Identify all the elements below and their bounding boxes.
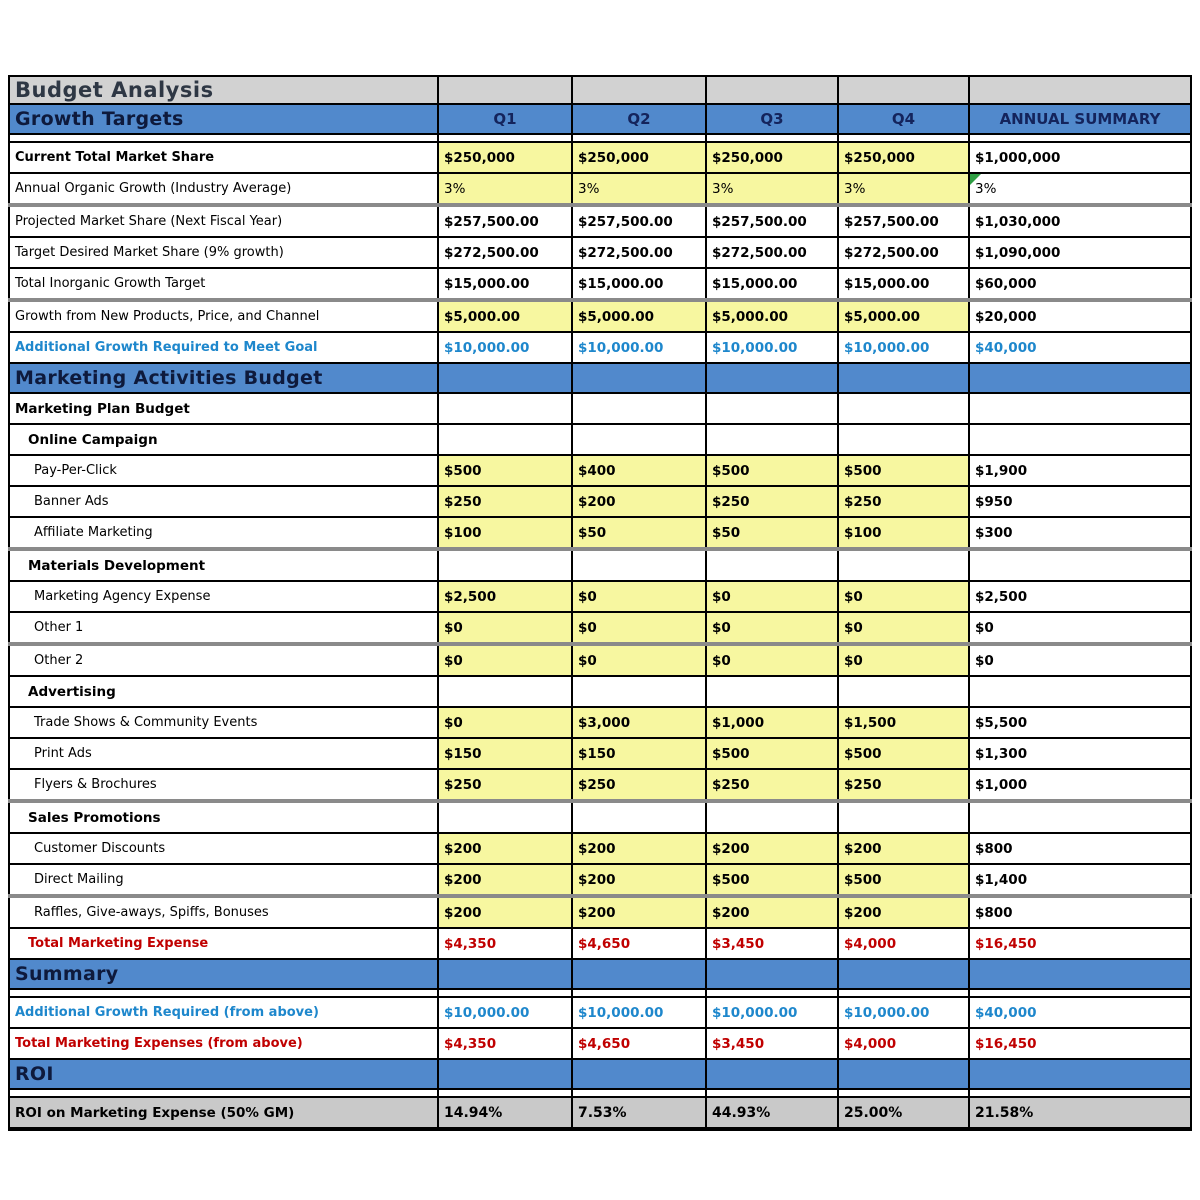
empty-cell xyxy=(969,1059,1191,1089)
cell-other-2-q3[interactable]: $0 xyxy=(706,644,838,676)
cell-affiliate-marketing-q4[interactable]: $100 xyxy=(838,517,969,549)
empty-cell xyxy=(572,76,706,104)
row-label-raffles-give-aways-spiffs-bonuses: Raffles, Give-aways, Spiffs, Bonuses xyxy=(9,896,438,928)
cell-growth-from-new-products-price-and-channel-q3[interactable]: $5,000.00 xyxy=(706,300,838,332)
empty-cell xyxy=(706,363,838,393)
column-header-q2: Q2 xyxy=(572,104,706,134)
table-row xyxy=(9,769,1191,801)
cell-raffles-give-aways-spiffs-bonuses-q2[interactable]: $200 xyxy=(572,896,706,928)
row-label-total-inorganic-growth-target: Total Inorganic Growth Target xyxy=(9,268,438,300)
spacer-cell xyxy=(838,134,969,142)
row-label-materials-development: Materials Development xyxy=(9,549,438,581)
table-row xyxy=(9,300,1191,332)
cell-additional-growth-required-from-above-q3: $10,000.00 xyxy=(706,997,838,1028)
row-label-marketing-plan-budget: Marketing Plan Budget xyxy=(9,393,438,424)
empty-cell xyxy=(572,801,706,833)
cell-additional-growth-required-to-meet-goal-q3: $10,000.00 xyxy=(706,332,838,363)
cell-flyers-brochures-q2[interactable]: $250 xyxy=(572,769,706,801)
row-label-pay-per-click: Pay-Per-Click xyxy=(9,455,438,486)
cell-total-marketing-expenses-from-above-q3: $3,450 xyxy=(706,1028,838,1059)
empty-cell xyxy=(969,959,1191,989)
cell-other-1-q1[interactable]: $0 xyxy=(438,612,572,644)
cell-affiliate-marketing-annual: $300 xyxy=(969,517,1191,549)
empty-cell xyxy=(572,393,706,424)
row-label-additional-growth-required-to-meet-goal: Additional Growth Required to Meet Goal xyxy=(9,332,438,363)
empty-cell xyxy=(838,363,969,393)
cell-annual-organic-growth-industry-average-q4[interactable]: 3% xyxy=(838,173,969,205)
cell-other-2-q1[interactable]: $0 xyxy=(438,644,572,676)
cell-annual-organic-growth-industry-average-q2[interactable]: 3% xyxy=(572,173,706,205)
cell-pay-per-click-q4[interactable]: $500 xyxy=(838,455,969,486)
spacer-cell xyxy=(572,1089,706,1097)
cell-total-marketing-expenses-from-above-q1: $4,350 xyxy=(438,1028,572,1059)
section-header-marketing-activities-budget: Marketing Activities Budget xyxy=(9,363,438,393)
table-row xyxy=(9,997,1191,1028)
cell-other-2-q2[interactable]: $0 xyxy=(572,644,706,676)
cell-total-inorganic-growth-target-q3: $15,000.00 xyxy=(706,268,838,300)
cell-additional-growth-required-from-above-annual: $40,000 xyxy=(969,997,1191,1028)
spacer-cell xyxy=(438,1089,572,1097)
cell-growth-from-new-products-price-and-channel-q4[interactable]: $5,000.00 xyxy=(838,300,969,332)
cell-pay-per-click-q2[interactable]: $400 xyxy=(572,455,706,486)
cell-total-inorganic-growth-target-q2: $15,000.00 xyxy=(572,268,706,300)
row-label-roi-on-marketing-expense-50-gm: ROI on Marketing Expense (50% GM) xyxy=(9,1097,438,1129)
cell-current-total-market-share-annual: $1,000,000 xyxy=(969,142,1191,173)
empty-cell xyxy=(572,959,706,989)
cell-target-desired-market-share-9-growth-q2: $272,500.00 xyxy=(572,237,706,268)
row-label-customer-discounts: Customer Discounts xyxy=(9,833,438,864)
cell-print-ads-q1[interactable]: $150 xyxy=(438,738,572,769)
column-header-q4: Q4 xyxy=(838,104,969,134)
spacer-cell xyxy=(706,989,838,997)
cell-total-marketing-expenses-from-above-annual: $16,450 xyxy=(969,1028,1191,1059)
empty-cell xyxy=(838,76,969,104)
table-row xyxy=(9,707,1191,738)
empty-cell xyxy=(969,549,1191,581)
sub-row xyxy=(9,676,1191,707)
cell-projected-market-share-next-fiscal-year-q1: $257,500.00 xyxy=(438,205,572,237)
cell-total-marketing-expense-q1: $4,350 xyxy=(438,928,572,959)
cell-growth-from-new-products-price-and-channel-annual: $20,000 xyxy=(969,300,1191,332)
cell-target-desired-market-share-9-growth-q3: $272,500.00 xyxy=(706,237,838,268)
spacer-cell xyxy=(572,134,706,142)
cell-direct-mailing-q1[interactable]: $200 xyxy=(438,864,572,896)
empty-cell xyxy=(438,1059,572,1089)
cell-annual-organic-growth-industry-average-q1[interactable]: 3% xyxy=(438,173,572,205)
row-label-other-2: Other 2 xyxy=(9,644,438,676)
empty-cell xyxy=(438,424,572,455)
table-row xyxy=(9,173,1191,205)
empty-cell xyxy=(706,1059,838,1089)
cell-customer-discounts-q3[interactable]: $200 xyxy=(706,833,838,864)
empty-cell xyxy=(706,76,838,104)
table-row xyxy=(9,864,1191,896)
cell-direct-mailing-q4[interactable]: $500 xyxy=(838,864,969,896)
cell-direct-mailing-q3[interactable]: $500 xyxy=(706,864,838,896)
row-label-print-ads: Print Ads xyxy=(9,738,438,769)
cell-customer-discounts-q2[interactable]: $200 xyxy=(572,833,706,864)
cell-projected-market-share-next-fiscal-year-q2: $257,500.00 xyxy=(572,205,706,237)
sub-row xyxy=(9,424,1191,455)
cell-customer-discounts-q4[interactable]: $200 xyxy=(838,833,969,864)
cell-raffles-give-aways-spiffs-bonuses-annual: $800 xyxy=(969,896,1191,928)
table-row xyxy=(9,833,1191,864)
cell-print-ads-q4[interactable]: $500 xyxy=(838,738,969,769)
cell-pay-per-click-q1[interactable]: $500 xyxy=(438,455,572,486)
cell-roi-on-marketing-expense-50-gm-q1: 14.94% xyxy=(438,1097,572,1129)
cell-target-desired-market-share-9-growth-annual: $1,090,000 xyxy=(969,237,1191,268)
cell-raffles-give-aways-spiffs-bonuses-q3[interactable]: $200 xyxy=(706,896,838,928)
budget-analysis-sheet xyxy=(8,75,1192,1131)
row-label-growth-from-new-products-price-and-channel: Growth from New Products, Price, and Channel xyxy=(9,300,438,332)
empty-cell xyxy=(572,549,706,581)
cell-print-ads-annual: $1,300 xyxy=(969,738,1191,769)
cell-roi-on-marketing-expense-50-gm-q4: 25.00% xyxy=(838,1097,969,1129)
empty-cell xyxy=(438,393,572,424)
section-header-growth-targets: Growth Targets xyxy=(9,104,438,134)
empty-cell xyxy=(969,801,1191,833)
row-label-sales-promotions: Sales Promotions xyxy=(9,801,438,833)
table-row xyxy=(9,517,1191,549)
spacer-cell xyxy=(572,989,706,997)
spacer-cell xyxy=(706,134,838,142)
cell-direct-mailing-annual: $1,400 xyxy=(969,864,1191,896)
empty-cell xyxy=(838,549,969,581)
header-row xyxy=(9,104,1191,134)
section-header-summary: Summary xyxy=(9,959,438,989)
cell-additional-growth-required-to-meet-goal-q2: $10,000.00 xyxy=(572,332,706,363)
table-row xyxy=(9,738,1191,769)
cell-additional-growth-required-from-above-q4: $10,000.00 xyxy=(838,997,969,1028)
spacer-cell xyxy=(706,1089,838,1097)
cell-total-marketing-expense-q3: $3,450 xyxy=(706,928,838,959)
empty-cell xyxy=(706,676,838,707)
cell-banner-ads-annual: $950 xyxy=(969,486,1191,517)
row-label-banner-ads: Banner Ads xyxy=(9,486,438,517)
row-label-flyers-brochures: Flyers & Brochures xyxy=(9,769,438,801)
table-row xyxy=(9,142,1191,173)
empty-cell xyxy=(838,1059,969,1089)
cell-annual-organic-growth-industry-average-annual: 3% xyxy=(969,173,1191,205)
cell-trade-shows-community-events-q2[interactable]: $3,000 xyxy=(572,707,706,738)
cell-additional-growth-required-from-above-q2: $10,000.00 xyxy=(572,997,706,1028)
empty-cell xyxy=(838,676,969,707)
cell-additional-growth-required-from-above-q1: $10,000.00 xyxy=(438,997,572,1028)
empty-cell xyxy=(438,363,572,393)
empty-cell xyxy=(706,393,838,424)
row-label-online-campaign: Online Campaign xyxy=(9,424,438,455)
cell-growth-from-new-products-price-and-channel-q1[interactable]: $5,000.00 xyxy=(438,300,572,332)
cell-target-desired-market-share-9-growth-q4: $272,500.00 xyxy=(838,237,969,268)
cell-projected-market-share-next-fiscal-year-q3: $257,500.00 xyxy=(706,205,838,237)
empty-cell xyxy=(838,424,969,455)
cell-trade-shows-community-events-q3[interactable]: $1,000 xyxy=(706,707,838,738)
cell-additional-growth-required-to-meet-goal-annual: $40,000 xyxy=(969,332,1191,363)
cell-roi-on-marketing-expense-50-gm-annual: 21.58% xyxy=(969,1097,1191,1129)
cell-total-marketing-expense-q4: $4,000 xyxy=(838,928,969,959)
empty-cell xyxy=(706,424,838,455)
cell-trade-shows-community-events-annual: $5,500 xyxy=(969,707,1191,738)
empty-cell xyxy=(969,393,1191,424)
cell-pay-per-click-q3[interactable]: $500 xyxy=(706,455,838,486)
table-row xyxy=(9,455,1191,486)
cell-customer-discounts-annual: $800 xyxy=(969,833,1191,864)
spacer-cell xyxy=(9,989,438,997)
empty-cell xyxy=(438,549,572,581)
table-row xyxy=(9,237,1191,268)
row-label-additional-growth-required-from-above: Additional Growth Required (from above) xyxy=(9,997,438,1028)
cell-growth-from-new-products-price-and-channel-q2[interactable]: $5,000.00 xyxy=(572,300,706,332)
empty-cell xyxy=(838,393,969,424)
spacer-row xyxy=(9,134,1191,142)
cell-affiliate-marketing-q3[interactable]: $50 xyxy=(706,517,838,549)
empty-cell xyxy=(969,76,1191,104)
cell-total-inorganic-growth-target-annual: $60,000 xyxy=(969,268,1191,300)
cell-roi-on-marketing-expense-50-gm-q3: 44.93% xyxy=(706,1097,838,1129)
cell-other-1-q4[interactable]: $0 xyxy=(838,612,969,644)
table-row xyxy=(9,486,1191,517)
cell-banner-ads-q1[interactable]: $250 xyxy=(438,486,572,517)
cell-direct-mailing-q2[interactable]: $200 xyxy=(572,864,706,896)
cell-print-ads-q2[interactable]: $150 xyxy=(572,738,706,769)
table-row xyxy=(9,612,1191,644)
cell-total-marketing-expenses-from-above-q2: $4,650 xyxy=(572,1028,706,1059)
cell-marketing-agency-expense-q2[interactable]: $0 xyxy=(572,581,706,612)
cell-total-marketing-expenses-from-above-q4: $4,000 xyxy=(838,1028,969,1059)
cell-annual-organic-growth-industry-average-q3[interactable]: 3% xyxy=(706,173,838,205)
section-row xyxy=(9,959,1191,989)
sheet-title: Budget Analysis xyxy=(9,76,438,104)
cell-pay-per-click-annual: $1,900 xyxy=(969,455,1191,486)
budget-table xyxy=(8,75,1192,1131)
spacer-cell xyxy=(9,1089,438,1097)
sub-row xyxy=(9,801,1191,833)
cell-print-ads-q3[interactable]: $500 xyxy=(706,738,838,769)
spacer-cell xyxy=(438,989,572,997)
cell-current-total-market-share-q4[interactable]: $250,000 xyxy=(838,142,969,173)
row-label-total-marketing-expenses-from-above: Total Marketing Expenses (from above) xyxy=(9,1028,438,1059)
table-row xyxy=(9,268,1191,300)
table-row xyxy=(9,644,1191,676)
spacer-cell xyxy=(838,989,969,997)
category-row xyxy=(9,393,1191,424)
row-label-affiliate-marketing: Affiliate Marketing xyxy=(9,517,438,549)
cell-banner-ads-q4[interactable]: $250 xyxy=(838,486,969,517)
cell-affiliate-marketing-q2[interactable]: $50 xyxy=(572,517,706,549)
spacer-cell xyxy=(9,134,438,142)
empty-cell xyxy=(838,801,969,833)
cell-customer-discounts-q1[interactable]: $200 xyxy=(438,833,572,864)
cell-other-2-annual: $0 xyxy=(969,644,1191,676)
empty-cell xyxy=(706,801,838,833)
cell-marketing-agency-expense-annual: $2,500 xyxy=(969,581,1191,612)
cell-other-1-annual: $0 xyxy=(969,612,1191,644)
cell-other-2-q4[interactable]: $0 xyxy=(838,644,969,676)
cell-flyers-brochures-q3[interactable]: $250 xyxy=(706,769,838,801)
budget-table-body xyxy=(9,76,1191,1129)
empty-cell xyxy=(438,76,572,104)
table-row xyxy=(9,1097,1191,1129)
sub-row xyxy=(9,549,1191,581)
empty-cell xyxy=(572,363,706,393)
section-header-roi: ROI xyxy=(9,1059,438,1089)
empty-cell xyxy=(838,959,969,989)
empty-cell xyxy=(706,959,838,989)
row-label-projected-market-share-next-fiscal-year: Projected Market Share (Next Fiscal Year) xyxy=(9,205,438,237)
table-row xyxy=(9,332,1191,363)
empty-cell xyxy=(969,676,1191,707)
cell-current-total-market-share-q3[interactable]: $250,000 xyxy=(706,142,838,173)
cell-target-desired-market-share-9-growth-q1: $272,500.00 xyxy=(438,237,572,268)
cell-other-1-q3[interactable]: $0 xyxy=(706,612,838,644)
cell-flyers-brochures-q1[interactable]: $250 xyxy=(438,769,572,801)
empty-cell xyxy=(438,959,572,989)
spacer-row xyxy=(9,989,1191,997)
empty-cell xyxy=(572,1059,706,1089)
row-label-annual-organic-growth-industry-average: Annual Organic Growth (Industry Average) xyxy=(9,173,438,205)
empty-cell xyxy=(969,424,1191,455)
row-label-marketing-agency-expense: Marketing Agency Expense xyxy=(9,581,438,612)
empty-cell xyxy=(438,801,572,833)
cell-projected-market-share-next-fiscal-year-q4: $257,500.00 xyxy=(838,205,969,237)
cell-banner-ads-q2[interactable]: $200 xyxy=(572,486,706,517)
cell-marketing-agency-expense-q4[interactable]: $0 xyxy=(838,581,969,612)
cell-additional-growth-required-to-meet-goal-q1: $10,000.00 xyxy=(438,332,572,363)
title-row xyxy=(9,76,1191,104)
spacer-cell xyxy=(969,134,1191,142)
cell-projected-market-share-next-fiscal-year-annual: $1,030,000 xyxy=(969,205,1191,237)
row-label-other-1: Other 1 xyxy=(9,612,438,644)
cell-total-inorganic-growth-target-q1: $15,000.00 xyxy=(438,268,572,300)
cell-trade-shows-community-events-q4[interactable]: $1,500 xyxy=(838,707,969,738)
row-label-direct-mailing: Direct Mailing xyxy=(9,864,438,896)
cell-raffles-give-aways-spiffs-bonuses-q1[interactable]: $200 xyxy=(438,896,572,928)
cell-flyers-brochures-q4[interactable]: $250 xyxy=(838,769,969,801)
cell-total-inorganic-growth-target-q4: $15,000.00 xyxy=(838,268,969,300)
cell-marketing-agency-expense-q3[interactable]: $0 xyxy=(706,581,838,612)
cell-current-total-market-share-q1[interactable]: $250,000 xyxy=(438,142,572,173)
cell-roi-on-marketing-expense-50-gm-q2: 7.53% xyxy=(572,1097,706,1129)
spacer-cell xyxy=(969,1089,1191,1097)
empty-cell xyxy=(969,363,1191,393)
spacer-cell xyxy=(438,134,572,142)
spacer-row xyxy=(9,1089,1191,1097)
row-label-trade-shows-community-events: Trade Shows & Community Events xyxy=(9,707,438,738)
empty-cell xyxy=(572,676,706,707)
spacer-cell xyxy=(969,989,1191,997)
cell-flyers-brochures-annual: $1,000 xyxy=(969,769,1191,801)
table-row xyxy=(9,581,1191,612)
cell-raffles-give-aways-spiffs-bonuses-q4[interactable]: $200 xyxy=(838,896,969,928)
row-label-current-total-market-share: Current Total Market Share xyxy=(9,142,438,173)
row-label-total-marketing-expense: Total Marketing Expense xyxy=(9,928,438,959)
cell-affiliate-marketing-q1[interactable]: $100 xyxy=(438,517,572,549)
table-row xyxy=(9,896,1191,928)
table-row xyxy=(9,1028,1191,1059)
column-header-q1: Q1 xyxy=(438,104,572,134)
cell-banner-ads-q3[interactable]: $250 xyxy=(706,486,838,517)
table-row xyxy=(9,928,1191,959)
row-label-target-desired-market-share-9-growth: Target Desired Market Share (9% growth) xyxy=(9,237,438,268)
cell-marketing-agency-expense-q1[interactable]: $2,500 xyxy=(438,581,572,612)
empty-cell xyxy=(438,676,572,707)
empty-cell xyxy=(706,549,838,581)
cell-trade-shows-community-events-q1[interactable]: $0 xyxy=(438,707,572,738)
empty-cell xyxy=(572,424,706,455)
column-header-q3: Q3 xyxy=(706,104,838,134)
table-row xyxy=(9,205,1191,237)
section-row xyxy=(9,1059,1191,1089)
row-label-advertising: Advertising xyxy=(9,676,438,707)
section-row xyxy=(9,363,1191,393)
cell-other-1-q2[interactable]: $0 xyxy=(572,612,706,644)
cell-additional-growth-required-to-meet-goal-q4: $10,000.00 xyxy=(838,332,969,363)
cell-total-marketing-expense-q2: $4,650 xyxy=(572,928,706,959)
column-header-annual: ANNUAL SUMMARY xyxy=(969,104,1191,134)
cell-total-marketing-expense-annual: $16,450 xyxy=(969,928,1191,959)
spacer-cell xyxy=(838,1089,969,1097)
cell-current-total-market-share-q2[interactable]: $250,000 xyxy=(572,142,706,173)
